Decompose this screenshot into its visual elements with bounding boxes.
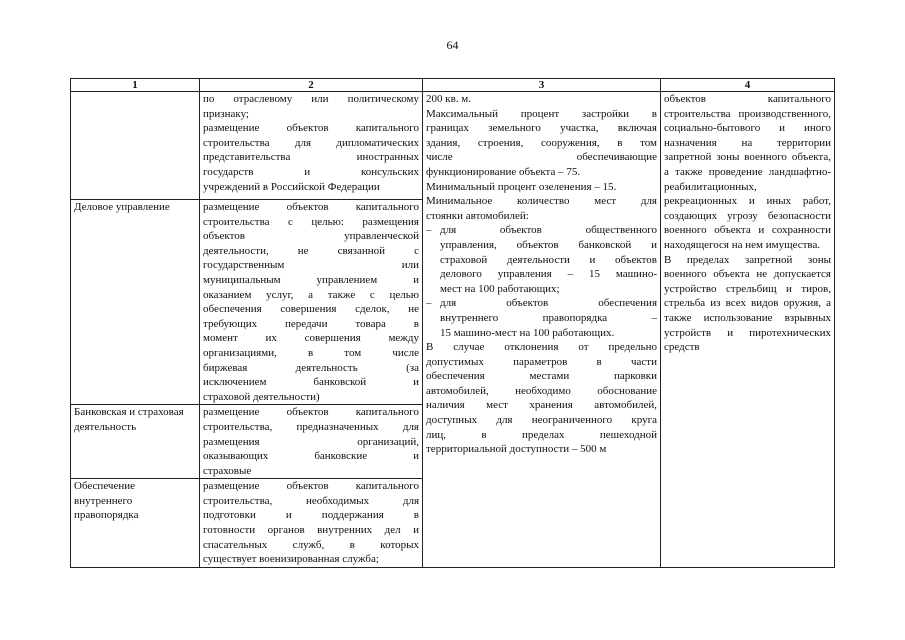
text-line: обеспечения совершения сделок, не: [203, 303, 419, 316]
text-line: находящегося на нем имущества.: [664, 238, 821, 251]
list-dash: –: [426, 224, 432, 237]
text-line: размещение объектов капитального: [203, 122, 419, 135]
land-use-description-cell: [200, 92, 423, 200]
text-line: территориальной доступности – 500 м: [426, 443, 607, 456]
text-line: функционирование объекта – 75.: [426, 165, 581, 178]
table-row: [71, 92, 835, 200]
text-line: 15 машино-мест на 100 работающих.: [440, 326, 615, 339]
land-use-description-cell: [200, 200, 423, 405]
text-line: государств и консульских: [203, 165, 419, 178]
text-line: страховой деятельности): [203, 390, 320, 403]
text-line: для объектов обеспечения: [440, 297, 657, 310]
text-line: представительства иностранных: [203, 151, 419, 164]
text-line: социально-бытового и иного: [664, 122, 831, 135]
parameters-cell: [423, 92, 661, 568]
text-line: 200 кв. м.: [426, 93, 471, 105]
text-line: для объектов общественного: [440, 224, 657, 237]
text-line: устройств и пиротехнических: [664, 326, 831, 339]
text-line: Минимальный процент озеленения – 15.: [426, 180, 617, 193]
text-line: признаку;: [203, 107, 249, 120]
text-line: объектов капитального: [664, 93, 831, 105]
text-line: назначения на территории: [664, 136, 831, 149]
text-line: строительства, необходимых для: [203, 494, 419, 507]
text-line: государственным или: [203, 259, 419, 272]
land-use-name-cell: [71, 479, 200, 568]
text-line: автомобилей, необходимо обоснование: [426, 384, 657, 397]
page-number: 64: [446, 38, 459, 52]
text-line: здания, строения, сооружения, в том: [426, 136, 657, 149]
text-line: устройство стрельбищ и тиров,: [664, 282, 831, 295]
text-line: существует военизированная служба;: [203, 553, 379, 566]
header-col-2: 2: [200, 79, 423, 92]
text-line: военного объекта и сохранности: [664, 224, 831, 237]
text-line: военного объекта не допускается: [664, 268, 831, 281]
text-line: организациями, в том числе: [203, 346, 419, 359]
parking-norm-item: [426, 296, 657, 340]
land-use-name-cell: [71, 92, 200, 200]
text-line: доступных для неограниченного круга: [426, 414, 657, 427]
text-line: размещения организаций,: [203, 435, 419, 448]
text-line: стоянки автомобилей:: [426, 209, 529, 222]
parking-norm-item: [426, 223, 657, 296]
text-line: наличия мест хранения автомобилей,: [426, 399, 657, 412]
text-line: строительства, предназначенных для: [203, 420, 419, 433]
text-line: создающих угрозу безопасности: [664, 209, 831, 222]
text-line: спасательных служб, в которых: [203, 538, 419, 551]
text-line: страховой деятельности и объектов: [440, 253, 657, 266]
land-use-table: [70, 78, 835, 568]
text-line: требующих передачи товара в: [203, 317, 419, 330]
text-line: размещение объектов капитального: [203, 406, 419, 419]
text-line: объектов управленческой: [203, 230, 419, 243]
text-line: рекреационных и иных работ,: [664, 195, 831, 208]
land-use-name: Обеспечение внутреннего правопорядка: [74, 480, 139, 522]
list-dash: –: [426, 297, 432, 310]
land-use-name-cell: [71, 200, 200, 405]
text-line: размещение объектов капитального: [203, 201, 419, 213]
text-line: мест на 100 работающих;: [440, 282, 560, 295]
text-line: числе обеспечивающие: [426, 151, 657, 164]
restrictions-cell: [661, 92, 835, 568]
text-line: средств: [664, 341, 700, 354]
text-line: внутреннего правопорядка –: [440, 311, 657, 324]
text-line: В пределах запретной зоны: [664, 253, 831, 266]
text-line: реабилитационных,: [664, 180, 757, 193]
text-line: размещение объектов капитального: [203, 480, 419, 493]
text-line: Минимальное количество мест для: [426, 195, 657, 208]
text-line: оказанием услуг, а также с целью: [203, 288, 419, 301]
text-line: обеспечения местами парковки: [426, 370, 657, 383]
table-header-row: [71, 79, 835, 92]
text-line: строительства с целью: размещения: [203, 215, 419, 228]
text-line: муниципальным управлением и: [203, 273, 419, 286]
land-use-name: Деловое управление: [74, 201, 170, 213]
land-use-description-cell: [200, 479, 423, 568]
text-line: границах земельного участка, включая: [426, 122, 657, 135]
text-line: Максимальный процент застройки в: [426, 107, 657, 120]
header-col-4: 4: [661, 79, 835, 92]
text-line: исключением банковской и: [203, 376, 419, 389]
text-line: готовности органов внутренних дел и: [203, 524, 419, 537]
text-line: В случае отклонения от предельно: [426, 341, 657, 354]
text-line: страховые: [203, 464, 252, 477]
text-line: лиц, в пределах пешеходной: [426, 428, 657, 441]
text-line: биржевая деятельность (за: [203, 361, 419, 374]
land-use-name-cell: [71, 405, 200, 479]
text-line: делового управления – 15 машино-: [440, 268, 657, 281]
text-line: строительства производственного,: [664, 107, 831, 120]
text-line: стрельба из всех видов оружия, а: [664, 297, 831, 310]
text-line: по отраслевому или политическому: [203, 93, 419, 105]
header-col-1: 1: [71, 79, 200, 92]
header-col-3: 3: [423, 79, 661, 92]
text-line: а также проведение ландшафтно-: [664, 165, 831, 178]
text-line: строительства для дипломатических: [203, 136, 419, 149]
text-line: момент их совершения между: [203, 332, 419, 345]
text-line: подготовки и поддержания в: [203, 509, 419, 522]
text-line: запретной зоны военного объекта,: [664, 151, 831, 164]
land-use-description-cell: [200, 405, 423, 479]
text-line: учреждений в Российской Федерации: [203, 180, 380, 193]
text-line: также использование взрывных: [664, 311, 831, 324]
land-use-name: Банковская и страховая деятельность: [74, 406, 184, 433]
text-line: деятельности, не связанной с: [203, 244, 419, 257]
text-line: допустимых параметров в части: [426, 355, 657, 368]
text-line: управления, объектов банковской и: [440, 238, 657, 251]
text-line: оказывающих банковские и: [203, 450, 419, 463]
